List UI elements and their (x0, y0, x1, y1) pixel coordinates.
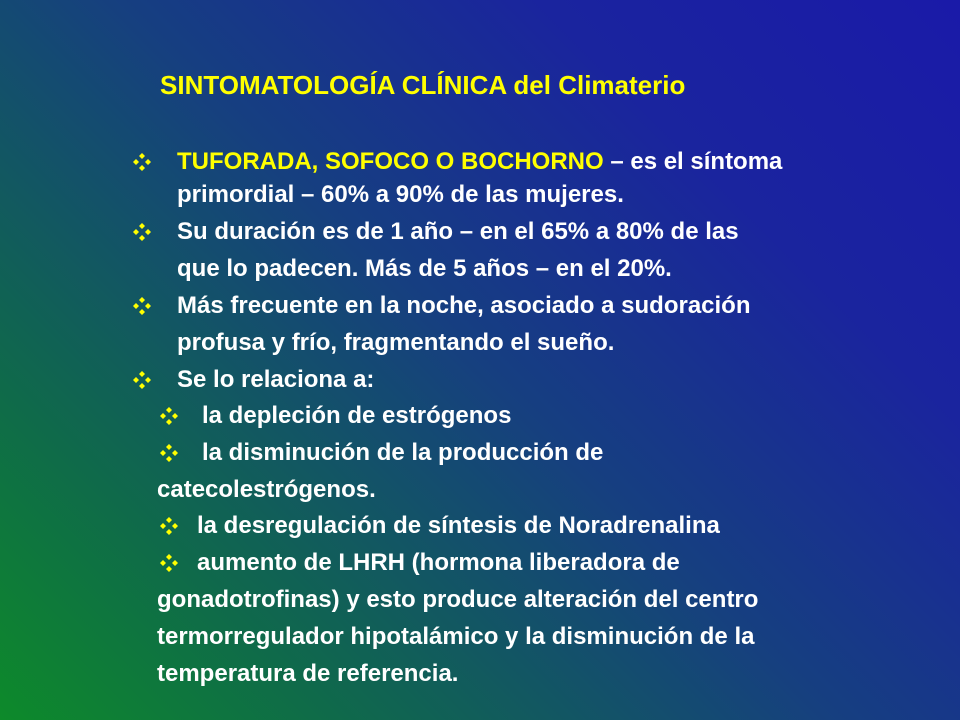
diamond-bullet-icon (132, 222, 152, 242)
diamond-bullet-icon (132, 152, 152, 172)
bullet-1-highlight: TUFORADA, SOFOCO O BOCHORNO (177, 148, 604, 175)
sub-bullet-2-line-2: catecolestrógenos. (157, 476, 376, 503)
title-main: SINTOMATOLOGÍA CLÍNICA (160, 70, 507, 100)
slide-title (160, 70, 685, 101)
bullet-2-line-1: Su duración es de 1 año – en el 65% a 80% de las (177, 218, 739, 245)
sub-bullet-4-line-1: aumento de LHRH (hormona liberadora de (197, 549, 680, 576)
bullet-4-line-1: Se lo relaciona a: (177, 366, 375, 393)
sub-bullet-2-line-1: la disminución de la producción de (202, 439, 604, 466)
sub-bullet-1-line-1: la depleción de estrógenos (202, 402, 512, 429)
sub-bullet-3-line-1: la desregulación de síntesis de Noradrenalina (197, 512, 720, 539)
bullet-1-line-2: primordial – 60% a 90% de las mujeres. (177, 181, 624, 208)
title-suffix: del Climaterio (506, 70, 686, 100)
bullet-2-line-2: que lo padecen. Más de 5 años – en el 20%. (177, 255, 672, 282)
sub-bullet-4-line-3: termorregulador hipotalámico y la disminución de la (157, 623, 755, 650)
diamond-bullet-icon (132, 296, 152, 316)
bullet-3-line-2: profusa y frío, fragmentando el sueño. (177, 329, 615, 356)
sub-bullet-4-line-4: temperatura de referencia. (157, 660, 459, 687)
diamond-bullet-icon (132, 370, 152, 390)
sub-bullet-4-line-2: gonadotrofinas) y esto produce alteración del centro (157, 586, 759, 613)
diamond-bullet-icon (159, 406, 179, 426)
bullet-1-line-1 (177, 144, 782, 180)
bullet-1-rest: – es el síntoma (603, 148, 783, 175)
diamond-bullet-icon (159, 516, 179, 536)
bullet-3-line-1: Más frecuente en la noche, asociado a sudoración (177, 292, 751, 319)
diamond-bullet-icon (159, 443, 179, 463)
diamond-bullet-icon (159, 553, 179, 573)
